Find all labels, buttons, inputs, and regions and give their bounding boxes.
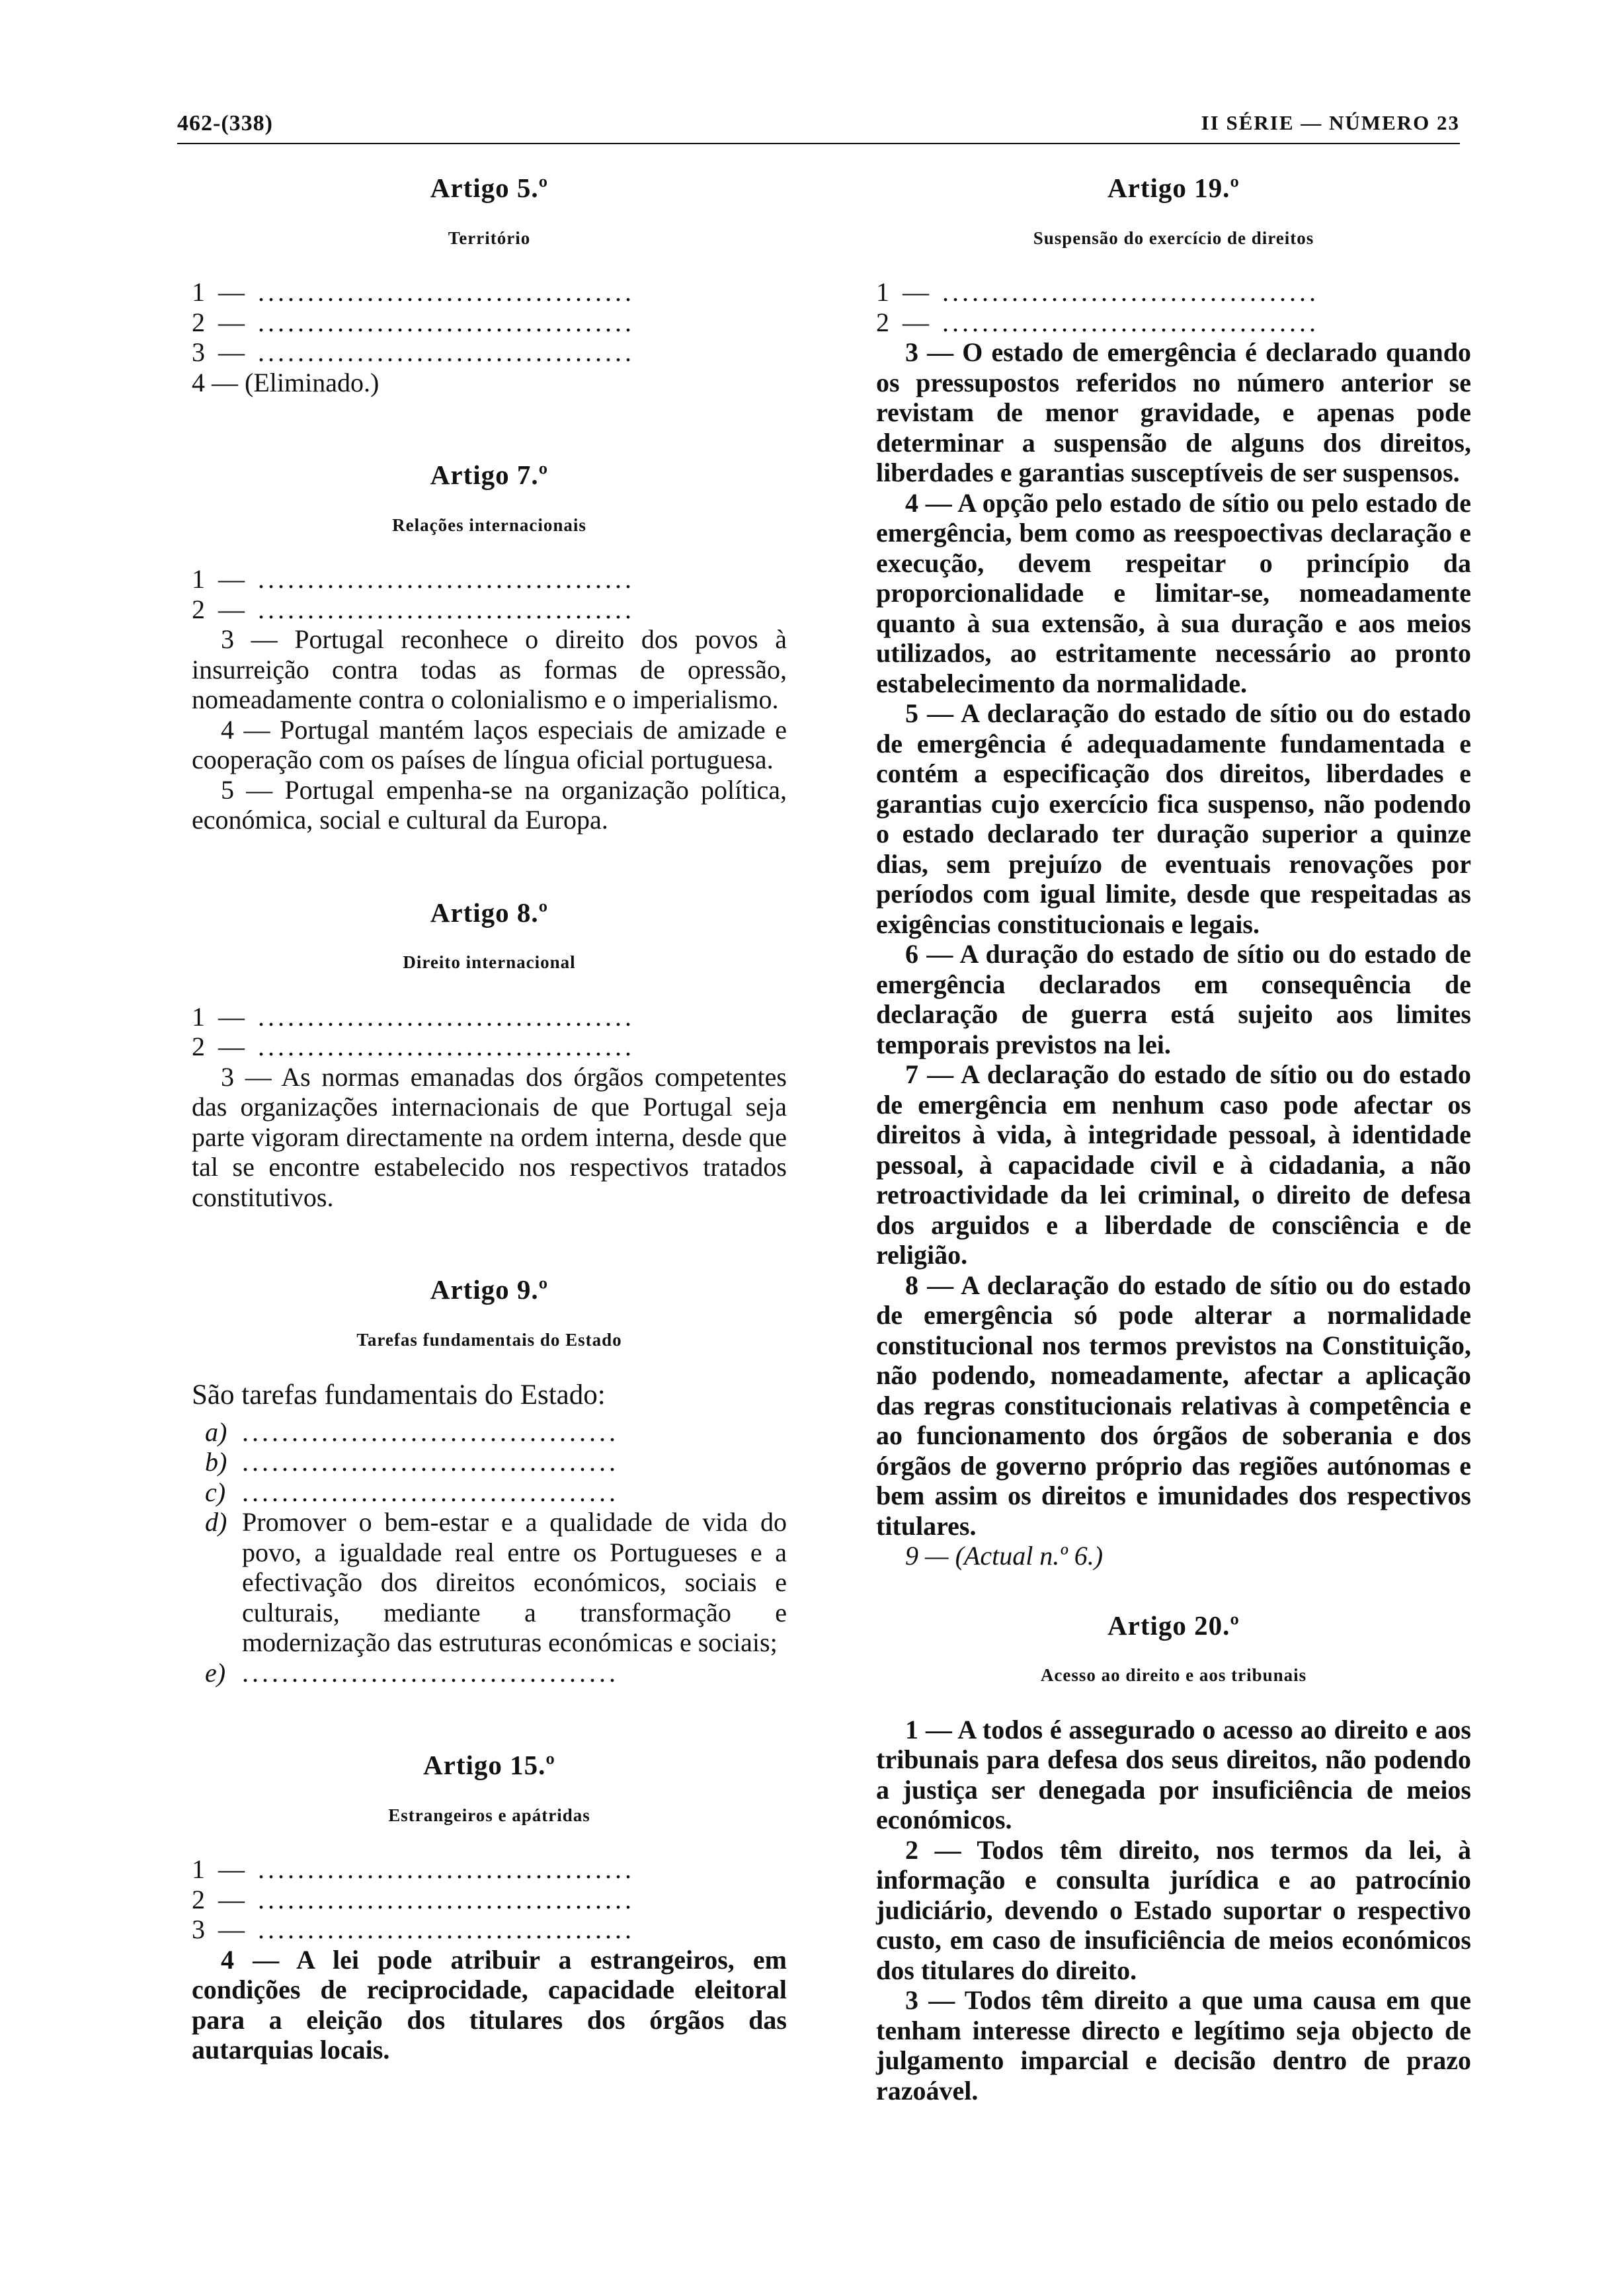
numbered-line: 4 — (Eliminado.) — [192, 367, 380, 397]
paragraph: 4 — A lei pode atribuir a estrangeiros, em condições de reciprocidade, capacidade eleitoral para a eleição dos titulares dos órgãos das autarquias locais. — [192, 1944, 787, 2065]
article-subtitle: Acesso ao direito e aos tribunais — [1040, 1665, 1307, 1685]
article-title: Artigo 5.º — [430, 173, 549, 203]
paragraph: 4 — Portugal mantém laços especiais de amizade e cooperação com os países de língua oficial portuguesa. — [192, 714, 787, 774]
list-item — [192, 1447, 787, 1477]
spacer — [192, 397, 787, 460]
article-subtitle: Estrangeiros e apátridas — [388, 1805, 590, 1825]
article-9 — [192, 1275, 787, 1688]
series-number: II SÉRIE — NÚMERO 23 — [1201, 111, 1460, 134]
numbered-line: 2 — ...................................... — [192, 594, 635, 624]
item-text: ...................................... — [242, 1477, 619, 1507]
item-text: ...................................... — [242, 1416, 619, 1447]
item-letter: a) — [205, 1416, 227, 1447]
numbered-line: 1 — ...................................... — [876, 277, 1319, 307]
numbered-line: 3 — ...................................... — [192, 337, 635, 367]
article-title: Artigo 9.º — [430, 1274, 549, 1305]
article-title: Artigo 19.º — [1107, 173, 1240, 203]
numbered-line: 1 — ...................................... — [192, 1854, 635, 1884]
header-rule — [177, 143, 1460, 144]
list-intro: São tarefas fundamentais do Estado: — [192, 1379, 606, 1411]
article-20 — [876, 1611, 1471, 2106]
spacer — [192, 1688, 787, 1750]
article-title: Artigo 7.º — [430, 460, 549, 490]
item-letter: e) — [205, 1657, 226, 1688]
paragraph: 5 — Portugal empenha-se na organização política, económica, social e cultural da Europa. — [192, 774, 787, 835]
article-8 — [192, 898, 787, 1213]
paragraph: 7 — A declaração do estado de sítio ou do estado de emergência em nenhum caso pode afectar os direitos à vida, à integridade pessoal, à identidade pessoal, à capacidade civil e à cidadania, a não retroactividade da lei criminal, o direito de defesa dos arguidos e a liberdade de consciência e de religião. — [876, 1059, 1471, 1270]
paragraph: 6 — A duração do estado de sítio ou do estado de emergência declarados em consequência de declaração de guerra está sujeito aos limites temporais previstos na lei. — [876, 939, 1471, 1059]
numbered-line: 1 — ...................................... — [192, 277, 635, 307]
paragraph: 2 — Todos têm direito, nos termos da lei, à informação e consulta jurídica e ao patrocínio judiciário, devendo o Estado suportar o respectivo custo, em caso de insuficiência de meios económicos dos titulares do direito. — [876, 1834, 1471, 1985]
paragraph: 3 — Portugal reconhece o direito dos povos à insurreição contra todas as formas de opressão, nomeadamente contra o colonialismo e o imperialismo. — [192, 624, 787, 714]
paragraph: 3 — As normas emanadas dos órgãos competentes das organizações internacionais de que Portugal seja parte vigoram directamente na ordem interna, desde que tal se encontre estabelecido nos respectivos tratados constitutivos. — [192, 1061, 787, 1212]
list-item — [192, 1507, 787, 1658]
spacer — [876, 1571, 1471, 1611]
article-7 — [192, 460, 787, 835]
spacer — [192, 835, 787, 898]
article-15 — [192, 1750, 787, 2065]
article-subtitle: Relações internacionais — [392, 514, 586, 535]
paragraph: 4 — A opção pelo estado de sítio ou pelo estado de emergência, bem como as reespoectivas declaração e execução, devem respeitar o princípio da proporcionalidade e limitar-se, nomeadamente quanto à sua extensão, à sua duração e aos meios utilizados, ao estritamente necessário ao pronto estabelecimento da normalidade. — [876, 487, 1471, 698]
item-letter: d) — [205, 1507, 227, 1537]
list-item — [192, 1417, 787, 1448]
right-column — [876, 173, 1471, 2106]
item-letter: b) — [205, 1447, 227, 1477]
list-item — [192, 1477, 787, 1508]
article-subtitle: Território — [448, 227, 531, 248]
article-title: Artigo 20.º — [1107, 1610, 1240, 1641]
paragraph: 3 — Todos têm direito a que uma causa em que tenham interesse directo e legítimo seja objecto de julgamento imparcial e decisão dentro de prazo razoável. — [876, 1985, 1471, 2106]
article-subtitle: Tarefas fundamentais do Estado — [356, 1329, 622, 1350]
numbered-line: 3 — ...................................... — [192, 1914, 635, 1944]
spacer — [192, 1212, 787, 1275]
numbered-line: 2 — ...................................... — [876, 307, 1319, 337]
numbered-line: 2 — ...................................... — [192, 1032, 635, 1061]
article-19 — [876, 173, 1471, 1571]
paragraph: 5 — A declaração do estado de sítio ou do estado de emergência é adequadamente fundamentada e contém a especificação dos direitos, liberdades e garantias cujo exercício fica suspenso, não podendo o estado declarado ter duração superior a quinze dias, sem prejuízo de eventuais renovações por períodos com igual limite, desde que respeitadas as exigências constitucionais e legais. — [876, 698, 1471, 939]
page-number: 462-(338) — [177, 111, 273, 136]
item-text: ...................................... — [242, 1447, 619, 1477]
item-text: ...................................... — [242, 1657, 619, 1688]
numbered-line: 1 — ...................................... — [192, 564, 635, 594]
article-subtitle: Direito internacional — [403, 952, 576, 972]
numbered-line: 2 — ...................................... — [192, 1884, 635, 1914]
list-item — [192, 1658, 787, 1688]
item-text: Promover o bem-estar e a qualidade de vida do povo, a igualdade real entre os Portugueses e a efectivação dos direitos económicos, sociais e culturais, mediante a transformação e modernização das estruturas económicas e sociais; — [242, 1507, 787, 1657]
numbered-line: 1 — ...................................... — [192, 1001, 635, 1032]
numbered-line: 2 — ...................................... — [192, 307, 635, 337]
paragraph: 8 — A declaração do estado de sítio ou do estado de emergência só pode alterar a normalidade constitucional nos termos previstos na Constituição, não podendo, nomeadamente, afectar a aplicação das regras constitucionais relativas à competência e ao funcionamento dos órgãos de soberania e dos órgãos de governo próprio das regiões autónomas e bem assim os direitos e imunidades dos respectivos titulares. — [876, 1270, 1471, 1541]
paragraph: 3 — O estado de emergência é declarado quando os pressupostos referidos no número anterior se revistam de menor gravidade, e apenas pode determinar a suspensão de alguns dos direitos, liberdades e garantias susceptíveis de ser suspensos. — [876, 337, 1471, 487]
article-5 — [192, 173, 787, 397]
paragraph: 9 — (Actual n.º 6.) — [905, 1541, 1104, 1571]
article-title: Artigo 8.º — [430, 897, 549, 928]
article-title: Artigo 15.º — [423, 1750, 555, 1780]
article-subtitle: Suspensão do exercício de direitos — [1033, 227, 1314, 248]
left-column — [192, 173, 787, 2065]
paragraph: 1 — A todos é assegurado o acesso ao direito e aos tribunais para defesa dos seus direitos, não podendo a justiça ser denegada por insuficiência de meios económicos. — [876, 1714, 1471, 1834]
item-letter: c) — [205, 1477, 226, 1507]
